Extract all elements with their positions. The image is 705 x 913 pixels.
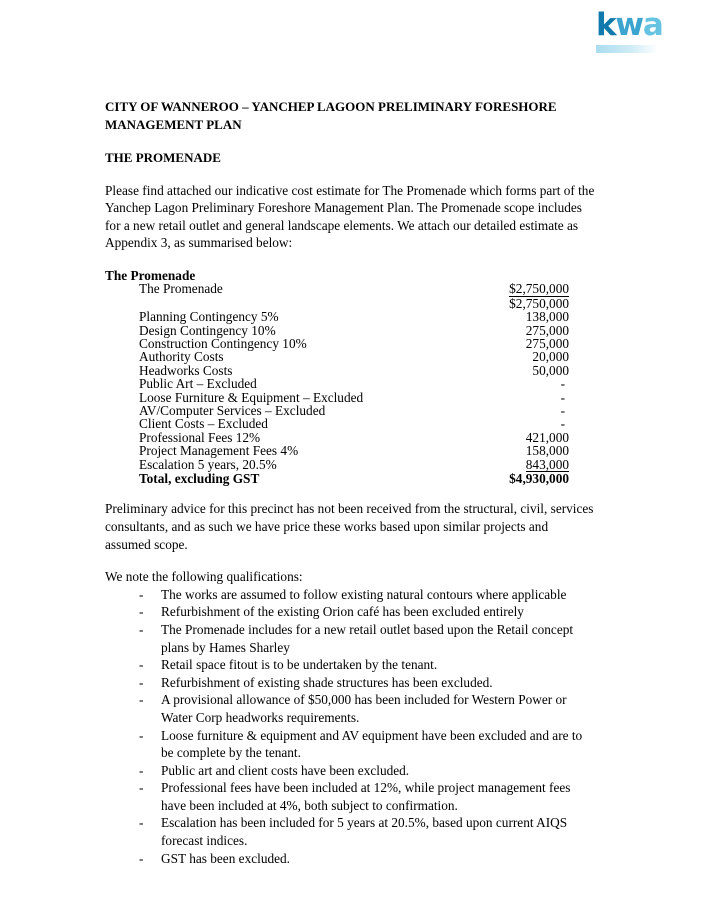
cost-row-amount <box>472 391 597 404</box>
cost-row-label: Construction Contingency 10% <box>139 335 307 351</box>
cost-table-row <box>105 444 597 457</box>
excluded-dash: - <box>560 376 565 392</box>
underlined-amount: $2,750,000 <box>509 281 569 297</box>
qualification-text: Refurbishment of existing shade structures has been excluded. <box>161 674 493 690</box>
qualification-text: The Promenade includes for a new retail outlet based upon the Retail concept plans by Hames Sharley <box>161 621 574 655</box>
qualification-item <box>105 621 597 656</box>
cost-table-row <box>105 404 597 417</box>
bullet-dash-icon: - <box>139 762 144 778</box>
cost-row-label: Public Art – Excluded <box>139 376 257 392</box>
cost-row-amount: 50,000 <box>532 362 569 378</box>
page-title-line-1: CITY OF WANNEROO – YANCHEP LAGOON PRELIMINARY FORESHORE <box>105 99 557 114</box>
qualification-text: Public art and client costs have been excluded. <box>161 762 410 778</box>
logo-letter-k: k <box>596 7 616 43</box>
cost-table-rows <box>105 282 597 485</box>
cost-row-amount <box>472 282 597 296</box>
document-body <box>105 98 597 867</box>
bullet-dash-icon: - <box>139 604 144 620</box>
bullet-dash-icon: - <box>139 674 144 690</box>
qualification-item <box>105 779 597 814</box>
qualification-text: GST has been excluded. <box>161 850 290 866</box>
kwa-logo <box>596 7 666 56</box>
qualification-item <box>105 603 597 621</box>
cost-table-row <box>105 377 597 390</box>
qualification-text: The works are assumed to follow existing natural contours where applicable <box>161 586 567 602</box>
qualification-text: A provisional allowance of $50,000 has been included for Western Power or Water Corp headworks requirements. <box>161 692 567 725</box>
group-heading-amount <box>472 269 597 282</box>
page-title <box>105 98 597 133</box>
cost-table-row <box>105 324 597 337</box>
bullet-dash-icon: - <box>139 692 144 708</box>
cost-row-amount: 158,000 <box>525 443 569 459</box>
cost-row-label: Total, excluding GST <box>139 470 260 486</box>
cost-table-row <box>105 472 597 485</box>
logo-gradient-bar <box>596 45 658 53</box>
cost-row-label: Headworks Costs <box>139 362 233 378</box>
qualification-text: Refurbishment of the existing Orion café has been excluded entirely <box>161 604 524 620</box>
qualification-item <box>105 814 597 849</box>
bullet-dash-icon: - <box>139 657 144 673</box>
cost-row-label: Design Contingency 10% <box>139 322 276 338</box>
cost-row-amount: 138,000 <box>525 309 569 325</box>
cost-row-amount <box>472 377 597 390</box>
excluded-dash: - <box>560 402 565 418</box>
group-heading-label: The Promenade <box>105 267 196 283</box>
qualification-item <box>105 586 597 604</box>
cost-estimate-table <box>105 269 597 486</box>
cost-row-amount <box>472 404 597 417</box>
qualification-item <box>105 850 597 868</box>
cost-row-label: AV/Computer Services – Excluded <box>139 402 326 418</box>
cost-row-amount <box>472 458 597 472</box>
advice-paragraph: Preliminary advice for this precinct has not been received from the structural, civil, services consultants, and as such we have price these works based upon similar projects and assumed scope. <box>105 501 594 552</box>
cost-row-label <box>105 297 472 310</box>
cost-table-row <box>105 310 597 323</box>
qualifications-intro: We note the following qualifications: <box>105 569 303 585</box>
cost-row-amount: 275,000 <box>525 322 569 338</box>
cost-table-row <box>105 337 597 350</box>
cost-row-amount: 421,000 <box>525 429 569 445</box>
qualification-text: Retail space fitout is to be undertaken by the tenant. <box>161 657 438 673</box>
bullet-dash-icon: - <box>139 621 144 637</box>
cost-table-row <box>105 297 597 310</box>
bullet-dash-icon: - <box>139 780 144 796</box>
cost-row-amount <box>472 417 597 430</box>
bullet-dash-icon: - <box>139 727 144 743</box>
cost-table-row <box>105 350 597 363</box>
qualification-text: Escalation has been included for 5 years at 20.5%, based upon current AIQS forecast indices. <box>161 815 568 849</box>
excluded-dash: - <box>560 416 565 432</box>
logo-letter-a: a <box>642 7 663 43</box>
intro-paragraph: Please find attached our indicative cost estimate for The Promenade which forms part of the Yanchep Lagon Preliminary Foreshore Management Plan. The Promenade scope includes for a new retail outlet and general landscape elements. We attach our detailed estimate as Appendix 3, as summarised below: <box>105 182 595 251</box>
cost-table-body <box>105 269 597 282</box>
cost-row-amount: 275,000 <box>525 335 569 351</box>
qualification-item <box>105 691 597 726</box>
cost-row-label: Professional Fees 12% <box>139 429 261 445</box>
cost-row-label: Authority Costs <box>139 349 224 365</box>
cost-row-label: Project Management Fees 4% <box>139 443 299 459</box>
bullet-dash-icon: - <box>139 850 144 866</box>
cost-table-row <box>105 282 597 296</box>
cost-row-label: Loose Furniture & Equipment – Excluded <box>139 389 364 405</box>
cost-row-amount: 20,000 <box>532 349 569 365</box>
page-title-line-2: MANAGEMENT PLAN <box>105 116 242 132</box>
qualification-item <box>105 674 597 692</box>
bullet-dash-icon: - <box>139 815 144 831</box>
qualification-item <box>105 762 597 780</box>
logo-letter-w: w <box>615 7 643 43</box>
cost-table-row <box>105 364 597 377</box>
qualification-item <box>105 727 597 762</box>
cost-row-amount: $4,930,000 <box>509 470 569 486</box>
qualification-text: Loose furniture & equipment and AV equipment have been excluded and are to be complete by the tenant. <box>161 727 583 761</box>
cost-row-label: Planning Contingency 5% <box>139 309 279 325</box>
underlined-amount: 843,000 <box>525 456 569 472</box>
cost-row-label: Escalation 5 years, 20.5% <box>139 456 277 472</box>
qualifications-list <box>105 586 597 868</box>
excluded-dash: - <box>560 389 565 405</box>
cost-table-row <box>105 431 597 444</box>
logo-wordmark <box>596 7 666 43</box>
qualification-text: Professional fees have been included at 12%, while project management fees have been included at 4%, both subject to confirmation. <box>161 780 571 813</box>
cost-row-label: Client Costs – Excluded <box>139 416 268 432</box>
cost-table-row <box>105 458 597 472</box>
cost-table-row <box>105 417 597 430</box>
cost-row-amount: $2,750,000 <box>509 295 569 311</box>
cost-table-group-heading <box>105 269 597 282</box>
cost-row-label: The Promenade <box>139 281 223 297</box>
section-heading: THE PROMENADE <box>105 150 221 165</box>
qualification-item <box>105 656 597 674</box>
cost-table-row <box>105 391 597 404</box>
bullet-dash-icon: - <box>139 586 144 602</box>
